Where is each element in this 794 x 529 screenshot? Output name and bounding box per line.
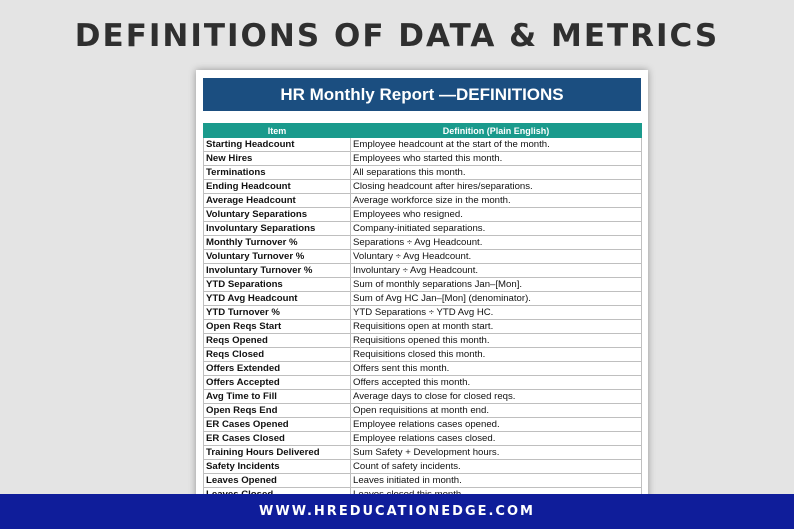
table-row <box>204 334 642 348</box>
table-row <box>204 390 642 404</box>
website-url[interactable]: WWW.HREDUCATIONEDGE.COM <box>259 504 535 519</box>
definition-cell: Employee relations cases closed. <box>351 432 642 446</box>
table-row <box>204 460 642 474</box>
definition-cell: Closing headcount after hires/separations. <box>351 180 642 194</box>
item-cell: Avg Time to Fill <box>204 390 351 404</box>
item-cell: Reqs Opened <box>204 334 351 348</box>
definition-cell: Average days to close for closed reqs. <box>351 390 642 404</box>
definition-cell: Employee headcount at the start of the month. <box>351 138 642 152</box>
definition-cell: Requisitions open at month start. <box>351 320 642 334</box>
item-cell: Monthly Turnover % <box>204 236 351 250</box>
definition-cell: Sum of monthly separations Jan–[Mon]. <box>351 278 642 292</box>
item-cell: Ending Headcount <box>204 180 351 194</box>
item-cell: Offers Extended <box>204 362 351 376</box>
item-cell: YTD Separations <box>204 278 351 292</box>
table-row <box>204 236 642 250</box>
column-header-item: Item <box>204 124 351 138</box>
definition-cell: Requisitions opened this month. <box>351 334 642 348</box>
table-row <box>204 292 642 306</box>
table-row <box>204 180 642 194</box>
footer-bar <box>0 494 794 529</box>
table-row <box>204 278 642 292</box>
item-cell: Terminations <box>204 166 351 180</box>
item-cell: Open Reqs End <box>204 404 351 418</box>
definition-cell: Open requisitions at month end. <box>351 404 642 418</box>
table-row <box>204 362 642 376</box>
table-row <box>204 250 642 264</box>
item-cell: ER Cases Closed <box>204 432 351 446</box>
item-cell: Voluntary Separations <box>204 208 351 222</box>
table-body <box>204 138 642 502</box>
table-row <box>204 418 642 432</box>
item-cell: ER Cases Opened <box>204 418 351 432</box>
item-cell: Reqs Closed <box>204 348 351 362</box>
item-cell: Involuntary Separations <box>204 222 351 236</box>
definition-cell: Employee relations cases opened. <box>351 418 642 432</box>
item-cell: Voluntary Turnover % <box>204 250 351 264</box>
item-cell: YTD Avg Headcount <box>204 292 351 306</box>
table-row <box>204 474 642 488</box>
item-cell: Average Headcount <box>204 194 351 208</box>
item-cell: Involuntary Turnover % <box>204 264 351 278</box>
column-header-definition: Definition (Plain English) <box>351 124 642 138</box>
definition-cell: All separations this month. <box>351 166 642 180</box>
definition-cell: Company-initiated separations. <box>351 222 642 236</box>
definitions-table <box>203 123 642 502</box>
definition-cell: Sum of Avg HC Jan–[Mon] (denominator). <box>351 292 642 306</box>
definition-cell: Requisitions closed this month. <box>351 348 642 362</box>
definition-cell: Offers sent this month. <box>351 362 642 376</box>
table-row <box>204 208 642 222</box>
definition-cell: Offers accepted this month. <box>351 376 642 390</box>
table-row <box>204 222 642 236</box>
definition-cell: Sum Safety + Development hours. <box>351 446 642 460</box>
definition-cell: Employees who resigned. <box>351 208 642 222</box>
definition-cell: Separations ÷ Avg Headcount. <box>351 236 642 250</box>
table-row <box>204 348 642 362</box>
table-header-row <box>204 124 642 138</box>
item-cell: New Hires <box>204 152 351 166</box>
definition-cell: Average workforce size in the month. <box>351 194 642 208</box>
item-cell: Training Hours Delivered <box>204 446 351 460</box>
item-cell: Open Reqs Start <box>204 320 351 334</box>
table-row <box>204 138 642 152</box>
item-cell: Starting Headcount <box>204 138 351 152</box>
definition-cell: Employees who started this month. <box>351 152 642 166</box>
definition-cell: Voluntary ÷ Avg Headcount. <box>351 250 642 264</box>
table-row <box>204 446 642 460</box>
definition-cell: Count of safety incidents. <box>351 460 642 474</box>
item-cell: YTD Turnover % <box>204 306 351 320</box>
table-row <box>204 376 642 390</box>
table-row <box>204 432 642 446</box>
definition-cell: Involuntary ÷ Avg Headcount. <box>351 264 642 278</box>
table-row <box>204 306 642 320</box>
item-cell: Offers Accepted <box>204 376 351 390</box>
page-headline: DEFINITIONS OF DATA & METRICS <box>74 18 720 54</box>
table-row <box>204 166 642 180</box>
table-row <box>204 404 642 418</box>
definition-cell: YTD Separations ÷ YTD Avg HC. <box>351 306 642 320</box>
table-row <box>204 320 642 334</box>
item-cell: Safety Incidents <box>204 460 351 474</box>
table-row <box>204 194 642 208</box>
report-sheet <box>196 70 648 510</box>
definition-cell: Leaves initiated in month. <box>351 474 642 488</box>
table-row <box>204 264 642 278</box>
report-title: HR Monthly Report —DEFINITIONS <box>203 78 641 111</box>
item-cell: Leaves Opened <box>204 474 351 488</box>
table-row <box>204 152 642 166</box>
